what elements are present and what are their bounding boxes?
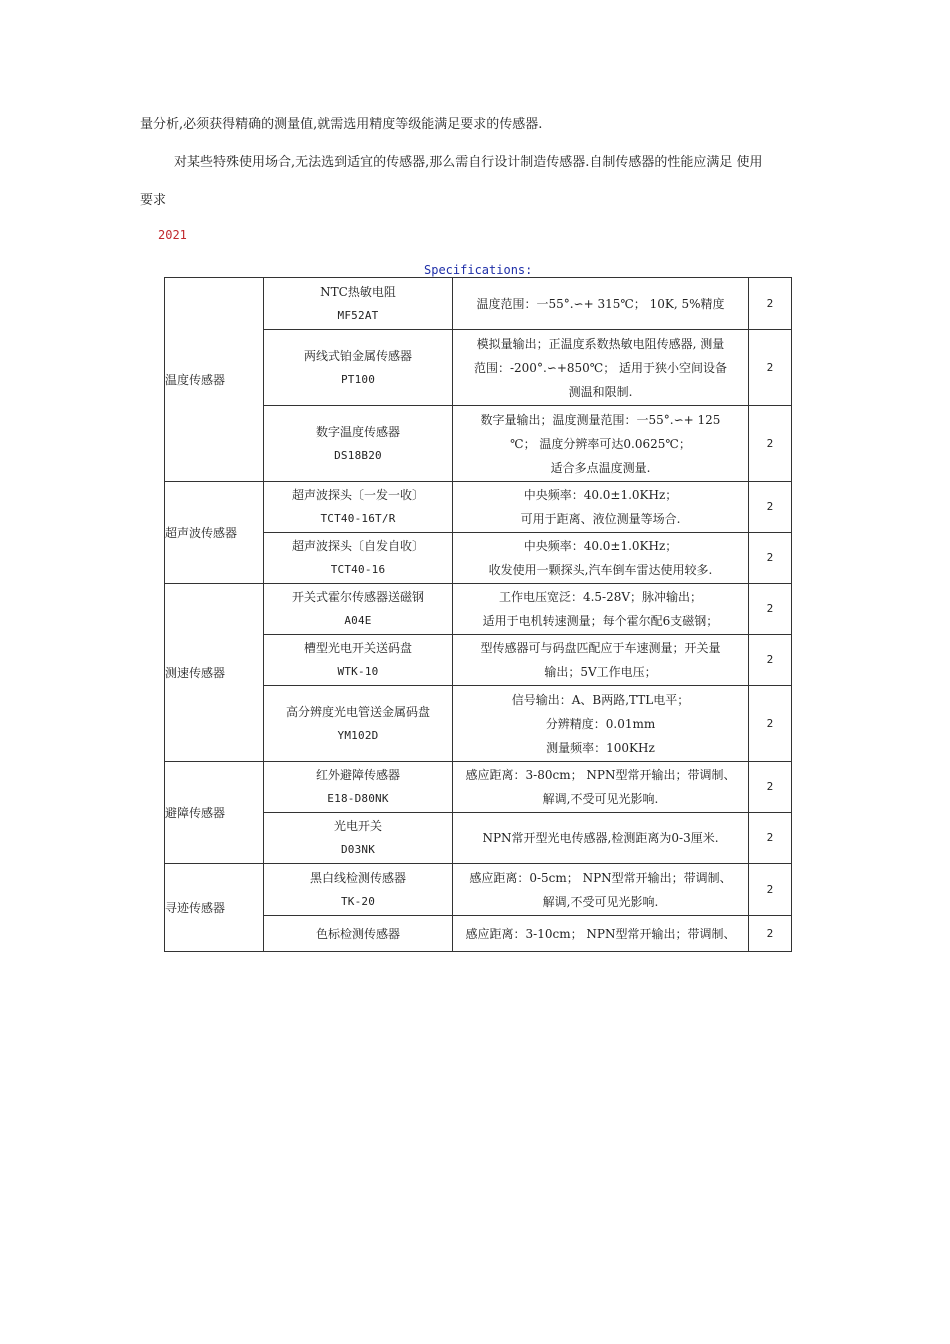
- sensor-qty: 2: [749, 278, 792, 330]
- sensor-name: 黑白线检测传感器 TK-20: [264, 864, 453, 916]
- paragraph-1: 量分析,必须获得精确的测量值,就需选用精度等级能满足要求的传感器.: [140, 117, 543, 132]
- category-temp: 温度传感器: [165, 278, 264, 482]
- sensor-qty: 2: [749, 406, 792, 482]
- sensor-name: NTC热敏电阻 MF52AT: [264, 278, 453, 330]
- sensor-desc: 工作电压宽泛：4.5-28V；脉冲输出； 适用于电机转速测量；每个霍尔配6支磁钢；: [453, 584, 749, 635]
- sensor-desc: 信号输出：A、B两路,TTL电平； 分辨精度：0.01mm 测量频率：100KHz: [453, 686, 749, 762]
- category-ultrasonic: 超声波传感器: [165, 482, 264, 584]
- sensor-desc: 模拟量输出；正温度系数热敏电阻传感器, 测量 范围：-200°.∽+850℃； 适用于狭小空间设备 测温和限制.: [453, 330, 749, 406]
- sensor-qty: 2: [749, 635, 792, 686]
- sensor-name: 数字温度传感器 DS18B20: [264, 406, 453, 482]
- year-label: 2021: [158, 228, 187, 242]
- sensor-desc: 中央频率：40.0±1.0KHz； 收发使用一颗探头,汽车倒车雷达使用较多.: [453, 533, 749, 584]
- sensor-desc: 感应距离：3-80cm； NPN型常开输出；带调制、 解调,不受可见光影响.: [453, 762, 749, 813]
- sensor-name: 超声波探头〔自发自收〕 TCT40-16: [264, 533, 453, 584]
- sensor-qty: 2: [749, 762, 792, 813]
- sensor-name: 红外避障传感器 E18-D80NK: [264, 762, 453, 813]
- sensor-desc: 温度范围：一55°.∽+ 315℃； 10K, 5%精度: [453, 278, 749, 330]
- sensor-qty: 2: [749, 916, 792, 952]
- sensor-desc: 感应距离：0-5cm； NPN型常开输出；带调制、 解调,不受可见光影响.: [453, 864, 749, 916]
- sensor-desc: 型传感器可与码盘匹配应于车速测量；开关量 输出；5V工作电压；: [453, 635, 749, 686]
- spec-table: [164, 277, 792, 952]
- sensor-qty: 2: [749, 330, 792, 406]
- sensor-desc: 感应距离：3-10cm； NPN型常开输出；带调制、: [453, 916, 749, 952]
- sensor-qty: 2: [749, 864, 792, 916]
- sensor-name: 槽型光电开关送码盘 WTK-10: [264, 635, 453, 686]
- spec-title: Specifications:: [424, 263, 533, 277]
- sensor-qty: 2: [749, 813, 792, 864]
- sensor-qty: 2: [749, 533, 792, 584]
- paragraph-2: 对某些特殊使用场合,无法选到适宜的传感器,那么需自行设计制造传感器.自制传感器的性能应满足 使用: [174, 155, 763, 170]
- sensor-name: 高分辨度光电管送金属码盘 YM102D: [264, 686, 453, 762]
- category-avoid: 避障传感器: [165, 762, 264, 864]
- sensor-qty: 2: [749, 482, 792, 533]
- sensor-qty: 2: [749, 686, 792, 762]
- category-speed: 测速传感器: [165, 584, 264, 762]
- sensor-name: 超声波探头〔一发一收〕 TCT40-16T/R: [264, 482, 453, 533]
- sensor-name: 开关式霍尔传感器送磁钢 A04E: [264, 584, 453, 635]
- sensor-name: 光电开关 D03NK: [264, 813, 453, 864]
- sensor-desc: 数字量输出；温度测量范围：一55°.∽+ 125 ℃； 温度分辨率可达0.0625℃； 适合多点温度测量.: [453, 406, 749, 482]
- paragraph-3: 要求: [140, 193, 167, 208]
- sensor-name: 色标检测传感器: [264, 916, 453, 952]
- category-track: 寻迹传感器: [165, 864, 264, 952]
- sensor-qty: 2: [749, 584, 792, 635]
- sensor-desc: NPN常开型光电传感器,检测距离为0-3厘米.: [453, 813, 749, 864]
- sensor-desc: 中央频率：40.0±1.0KHz； 可用于距离、液位测量等场合.: [453, 482, 749, 533]
- sensor-name: 两线式铂金属传感器 PT100: [264, 330, 453, 406]
